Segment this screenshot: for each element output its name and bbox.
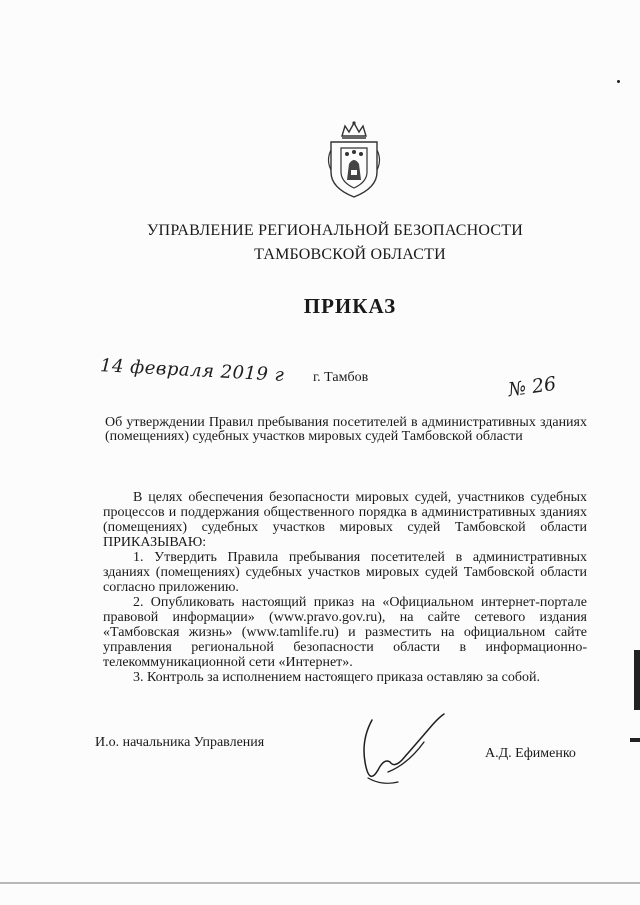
signatory-name: А.Д. Ефименко — [485, 746, 576, 761]
order-item-2: 2. Опубликовать настоящий приказ на «Официальном интернет-портале правовой информации» (www.pravo.gov.ru), на сайте сетевого издания «Тамбовская жизнь» (www.tamlife.ru) и разместить на официальном сайте управления региональной безопасности области в информационно-телекоммуникационной сети «Интернет». — [103, 595, 587, 670]
order-body — [103, 490, 587, 685]
order-intro: В целях обеспечения безопасности мировых судей, участников судебных процессов и поддержания общественного порядка в административных зданиях (помещениях) судебных участков мировых судей Тамбовской области ПРИКАЗЫВАЮ: — [103, 490, 587, 550]
scan-dust-mark — [617, 80, 620, 83]
city-label: г. Тамбов — [313, 370, 369, 385]
handwritten-number: № 26 — [506, 372, 558, 402]
tambov-coat-of-arms-icon — [325, 120, 383, 200]
order-item-3: 3. Контроль за исполнением настоящего приказа оставляю за собой. — [133, 670, 541, 685]
signatory-position: И.о. начальника Управления — [95, 735, 265, 750]
scan-edge-mark — [634, 650, 640, 710]
handwritten-date: 14 февраля 2019 г — [99, 355, 285, 386]
scan-edge-mark — [630, 738, 640, 742]
organization-name-line2: ТАМБОВСКОЙ ОБЛАСТИ — [254, 246, 446, 263]
organization-name-line1: УПРАВЛЕНИЕ РЕГИОНАЛЬНОЙ БЕЗОПАСНОСТИ — [147, 222, 523, 239]
order-subject: Об утверждении Правил пребывания посетителей в административных зданиях (помещениях) судебных участков мировых судей Тамбовской области — [105, 415, 587, 444]
document-type-title: ПРИКАЗ — [303, 294, 397, 318]
scan-bottom-edge — [0, 882, 640, 884]
handwritten-signature — [358, 712, 450, 794]
order-item-1: 1. Утвердить Правила пребывания посетителей в административных зданиях (помещениях) судебных участков мировых судей Тамбовской области согласно приложению. — [103, 550, 587, 595]
